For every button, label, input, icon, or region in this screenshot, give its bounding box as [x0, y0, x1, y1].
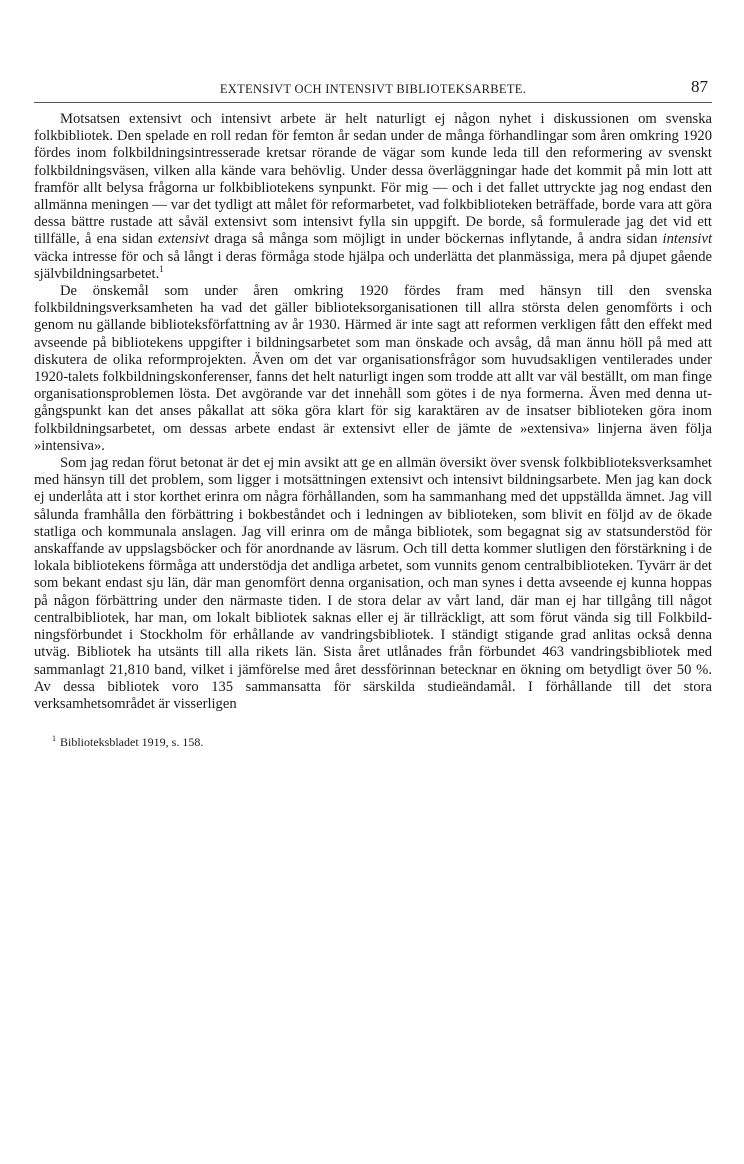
footnote-text: Biblioteksbladet 1919, s. 158. — [60, 735, 204, 750]
footnote — [34, 735, 712, 750]
book-page — [34, 76, 712, 750]
paragraph-3: Som jag redan förut betonat är det ej min avsikt att ge en allmän översikt över svensk folkbiblioteksverksamhet med hänsyn till det problem, som ligger i motsättningen extensivt och intensivt bildningsarbete. Men jag kan dock ej underlåta att i stor korthet erinra om några förhållanden, som ha sammanhang med det uppställda ämnet. Jag vill sålunda framhålla den förbättring i bokbeståndet och i ledningen av biblioteken, som blivit en följd av de ökade statliga och kommunala anslagen. Jag vill erinra om de många bibliotek, som begagnat sig av statsunderstöd för anskaffande av uppslagsböcker och för anordnande av läsrum. Och till detta kommer slutligen den förstärkning i de lokala bibliotekens förmåga att understödja det andliga arbetet, som vunnits genom centralbiblioteken. Tyvärr är det som bekant endast sju län, där man genomfört denna organisation, och man synes i detta avseende ej kunna hoppas på någon förbättring under den närmaste tiden. I de stora delar av vårt land, där man ej har tillgång till något centralbibliotek, har man, om lokalt bibliotek saknas eller ej är tillräckligt, att som förut vända sig till Folkbildningsförbundet i Stockholm för erhållande av vandringsbibliotek. I ständigt stigande grad anlitas också denna utväg. Bibliotek ha utsänts till alla rikets län. Sista året utlånades från förbundet 463 vandringsbibliotek med sammanlagt 21,810 band, vilket i jämförelse med året dessförinnan betecknar en ökning om betydligt över 50 %. Av dessa bibliotek voro 135 sammansatta för särskilda studieändamål. I förhållande till det stora verksamhetsområdet är visserligen — [34, 455, 712, 712]
paragraph-1-text-b: draga så många som möjligt in under böckernas inflytande, å andra sidan — [209, 231, 663, 248]
emphasis-extensivt: extensivt — [158, 231, 210, 248]
emphasis-intensivt: intensivt — [662, 231, 712, 248]
paragraph-2: De önskemål som under åren omkring 1920 fördes fram med hänsyn till den svenska folkbildningsverksamheten ha vad det gäller biblioteksorganisationen till allra största delen genomförts i och genom nu gällande biblioteksförfattning av år 1930. Härmed är inte sagt att reformen verkligen fått den effekt med avseende på bibliotekens uppgifter i bildningsarbetet som man önskade och avsåg, då man ännu höll på med att diskutera de olika reformprojekten. Även om det var organisationsfrågor som huvudsakligen ventilerades under 1920-talets folkbildningskonferenser, fanns det helt naturligt ingen som trodde att allt var väl beställt, om man finge organisationsproblemen lösta. Det avgörande var det innehåll som götes i de nya formerna. Även med denna utgångspunkt kan det anses påkallat att söka göra klart för sig karaktären av de insatser biblioteken göra inom folkbildningsarbetet, om dessas arbete endast är extensivt eller de jämte de »extensiva» linjerna även följa »intensiva». — [34, 283, 712, 454]
footnote-reference: 1 — [159, 263, 164, 274]
paragraph-1 — [34, 111, 712, 283]
page-number: 87 — [691, 77, 708, 96]
paragraph-1-text-c: väcka intresse för och så långt i deras förmåga stode hjälpa och underlätta det planmässiga, mera på djupet gående självbildningsarbetet. — [34, 248, 712, 282]
footnote-mark: 1 — [52, 734, 56, 744]
running-title: EXTENSIVT OCH INTENSIVT BIBLIOTEKSARBETE. — [219, 82, 527, 96]
running-head — [34, 76, 712, 103]
paragraph-1-text-a: Motsatsen extensivt och intensivt arbete är helt naturligt ej någon nyhet i diskussionen om svenska folkbibliotek. Den spelade en roll redan för femton år sedan under de många förhandlingar som åren omkring 1920 fördes inom folkbildningsintresserade kretsar rörande de vägar som kunde leda till den reformering av svenskt folkbildningsväsen, vilken alla kände vara behövlig. Under dessa överläggningar hade det kommit på min lott att framför allt belysa frågorna ur folkbibliotekens synpunkt. För mig — och i det fallet uttryckte jag nog endast den allmänna meningen — var det tydligt att målet för reformarbetet, vad folkbiblioteken beträffade, borde vara att göra dessa bättre rustade att såväl extensivt som intensivt fylla sin uppgift. De borde, så formulerade jag det vid ett tillfälle, å ena sidan — [34, 111, 712, 248]
body-text — [34, 111, 712, 713]
